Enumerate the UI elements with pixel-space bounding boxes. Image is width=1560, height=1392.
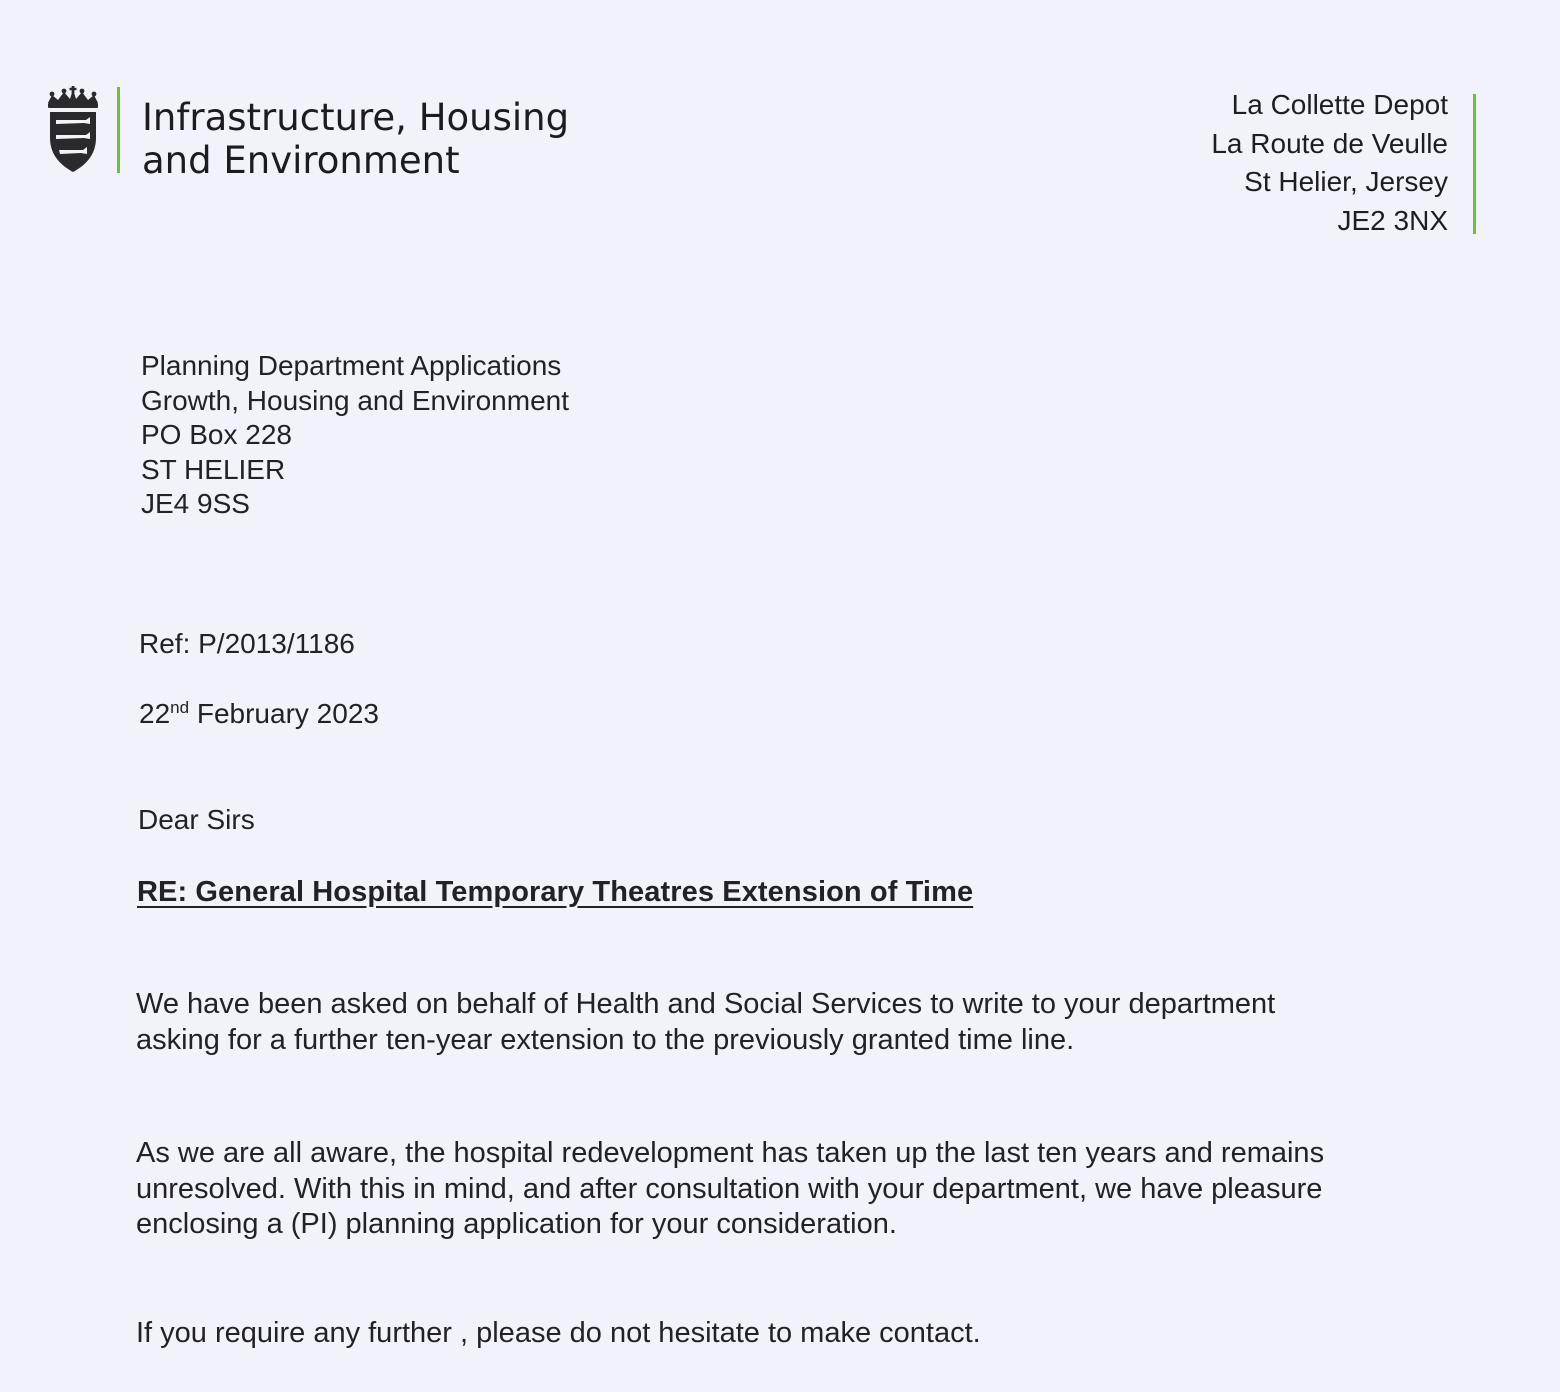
recipient-line: Growth, Housing and Environment <box>141 384 569 416</box>
address-divider <box>1473 94 1476 234</box>
date-rest: February 2023 <box>189 698 379 729</box>
org-name-line: Infrastructure, Housing <box>142 96 570 139</box>
address-line: La Route de Veulle <box>1211 127 1448 159</box>
salutation: Dear Sirs <box>138 804 255 835</box>
subject-line: RE: General Hospital Temporary Theatres Extension of Time <box>137 876 974 908</box>
date-suffix: nd <box>170 698 190 717</box>
logo-divider <box>117 87 120 173</box>
paragraph-line: If you require any further , please do not hesitate to make contact. <box>136 1317 981 1349</box>
body-paragraph <box>136 987 1456 1058</box>
address-line: JE2 3NX <box>1337 204 1448 236</box>
jersey-crest-icon <box>44 86 102 176</box>
reference-number: Ref: P/2013/1186 <box>139 628 355 659</box>
recipient-line: Planning Department Applications <box>141 350 562 381</box>
address-line: St Helier, Jersey <box>1244 166 1448 197</box>
paragraph-line: enclosing a (PI) planning application for your consideration. <box>136 1208 897 1240</box>
body-paragraph <box>136 1136 1456 1243</box>
paragraph-line: unresolved. With this in mind, and after consultation with your department, we have pleasure <box>136 1172 1323 1205</box>
paragraph-line: As we are all aware, the hospital redevelopment has taken up the last ten years and remains <box>136 1137 1325 1169</box>
sender-address <box>1211 86 1448 240</box>
org-name-line: and Environment <box>142 139 460 182</box>
organisation-name <box>142 96 569 182</box>
recipient-line: PO Box 228 <box>141 419 292 450</box>
letter-date <box>139 698 379 730</box>
address-line: La Collette Depot <box>1231 89 1448 120</box>
paragraph-line: We have been asked on behalf of Health and Social Services to write to your department <box>136 988 1276 1020</box>
recipient-line: JE4 9SS <box>141 488 250 519</box>
date-day: 22 <box>139 698 171 729</box>
recipient-address <box>141 349 569 522</box>
body-paragraph <box>136 1316 1456 1352</box>
recipient-line: ST HELIER <box>141 453 286 485</box>
paragraph-line: asking for a further ten-year extension to the previously granted time line. <box>136 1023 1075 1056</box>
